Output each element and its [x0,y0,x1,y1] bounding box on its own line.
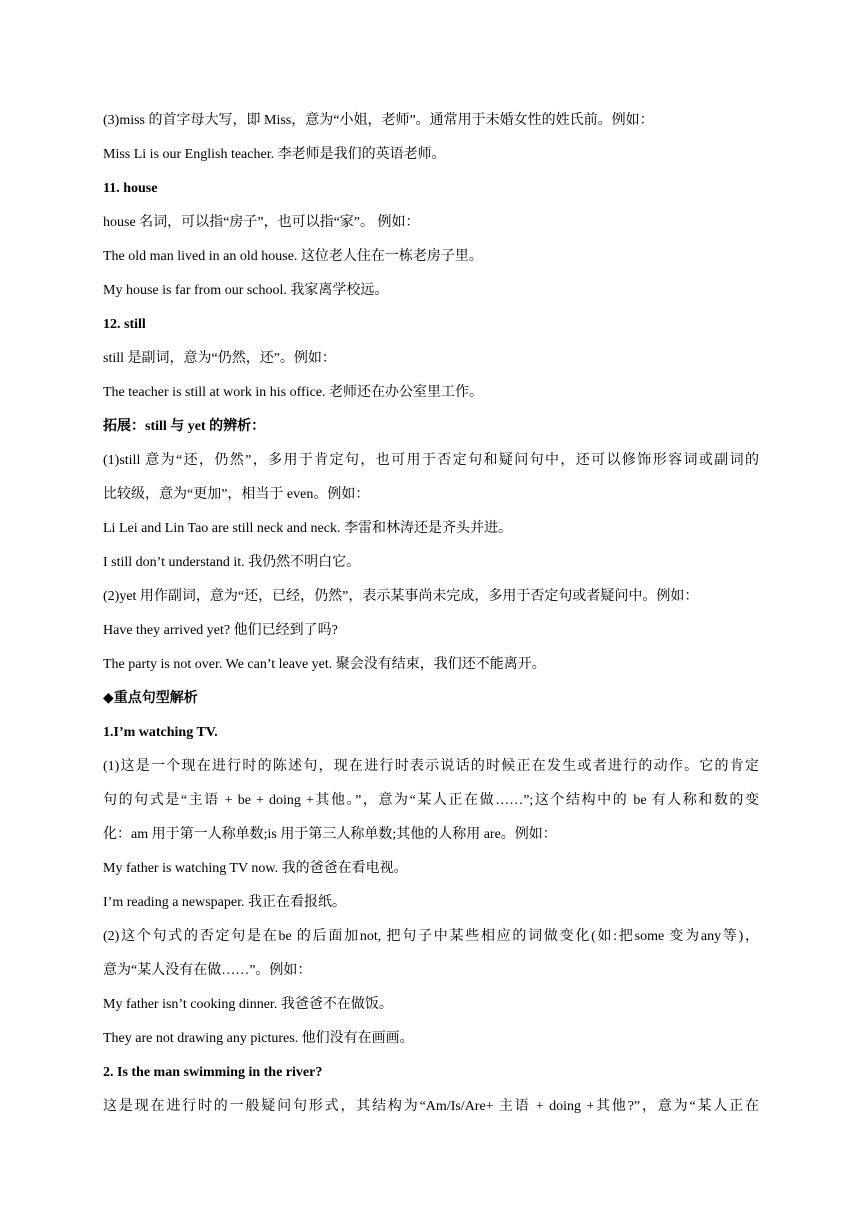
text-line-present-continuous-cont: 句的句式是“主语 + be + doing +其他。”，意为“某人正在做……”;这个结构中的 be 有人称和数的变 [103,793,759,808]
example-sentence: They are not drawing any pictures. 他们没有在画画。 [103,1031,414,1046]
text-line-miss-capital: (3)miss 的首字母大写，即 Miss，意为“小姐，老师”。通常用于未婚女性的姓氏前。例如： [103,113,654,128]
text-line-present-continuous-cont: 化：am 用于第一人称单数;is 用于第三人称单数;其他的人称用 are。例如： [103,827,557,842]
example-sentence: I’m reading a newspaper. 我正在看报纸。 [103,895,346,910]
section-heading-key-sentences: ◆重点句型解析 [103,691,198,706]
text-line-negative-form: (2)这个句式的否定句是在be 的后面加not, 把句子中某些相应的词做变化(如:把some 变为any等)， [103,929,759,944]
text-line-negative-form-cont: 意为“某人没有在做……”。例如： [103,963,312,978]
example-sentence: I still don’t understand it. 我仍然不明白它。 [103,555,361,570]
example-sentence: My father isn’t cooking dinner. 我爸爸不在做饭。 [103,997,393,1012]
example-sentence: The old man lived in an old house. 这位老人住在一栋老房子里。 [103,249,483,264]
text-line-house-definition: house 名词，可以指“房子”，也可以指“家”。 例如： [103,215,420,230]
section-heading-still: 12. still [103,317,146,332]
section-heading-house: 11. house [103,181,158,196]
text-line-yet-usage: (2)yet 用作副词，意为“还，已经，仍然”，表示某事尚未完成，多用于否定句或者疑问中。例如： [103,589,699,604]
text-line-still-definition: still 是副词，意为“仍然，还”。例如： [103,351,336,366]
example-sentence: Have they arrived yet? 他们已经到了吗? [103,623,338,638]
example-sentence: My house is far from our school. 我家离学校远。 [103,283,389,298]
example-sentence: The teacher is still at work in his office. 老师还在办公室里工作。 [103,385,484,400]
example-sentence: Li Lei and Lin Tao are still neck and neck. 李雷和林涛还是齐头并进。 [103,521,512,536]
subheading-still-yet: 拓展：still 与 yet 的辨析： [103,419,266,434]
example-sentence: Miss Li is our English teacher. 李老师是我们的英语老师。 [103,147,446,162]
example-sentence: The party is not over. We can’t leave yet. 聚会没有结束，我们还不能离开。 [103,657,546,672]
text-line-question-form: 这是现在进行时的一般疑问句形式，其结构为“Am/Is/Are+ 主语 + doing +其他?”，意为“某人正在 [103,1099,759,1114]
example-sentence: My father is watching TV now. 我的爸爸在看电视。 [103,861,408,876]
text-line-present-continuous: (1)这是一个现在进行时的陈述句，现在进行时表示说话的时候正在发生或者进行的动作。它的肯定 [103,759,759,774]
text-line-still-usage-cont: 比较级，意为“更加”，相当于 even。例如： [103,487,370,502]
sentence-heading-2: 2. Is the man swimming in the river? [103,1065,323,1080]
sentence-heading-1: 1.I’m watching TV. [103,725,218,740]
document-page [103,104,759,1124]
text-line-still-usage: (1)still 意为“还，仍然”，多用于肯定句，也可用于否定句和疑问句中，还可以修饰形容词或副词的 [103,453,759,468]
